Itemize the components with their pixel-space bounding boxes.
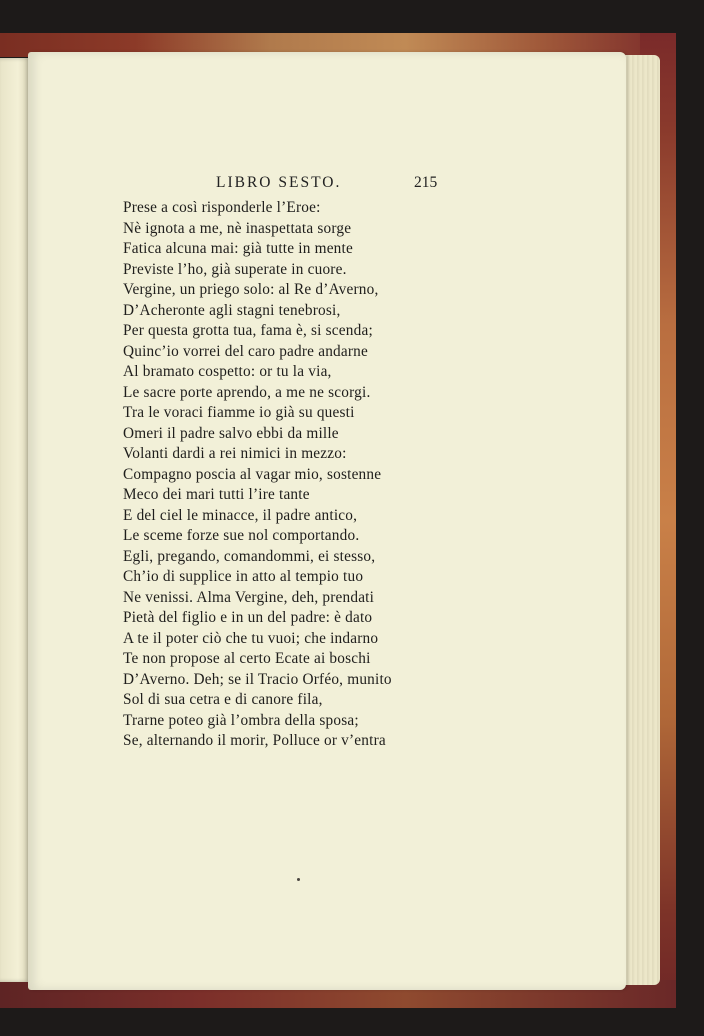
verse-line: Per questa grotta tua, fama è, si scenda; bbox=[123, 322, 373, 339]
verse-line: Ne venissi. Alma Vergine, deh, prendati bbox=[123, 588, 375, 606]
page-header bbox=[28, 174, 626, 198]
verse-line: Al bramato cospetto: or tu la via, bbox=[123, 363, 332, 380]
verse-line: Omeri il padre salvo ebbi da mille bbox=[123, 424, 339, 442]
verse-line: Sol di sua cetra e di canore fila, bbox=[123, 691, 323, 708]
verse-line: Te non propose al certo Ecate ai boschi bbox=[123, 650, 371, 667]
verse-line: D’Acheronte agli stagni tenebrosi, bbox=[123, 301, 341, 319]
verse-line: Trarne poteo già l’ombra della sposa; bbox=[123, 711, 359, 729]
verse-line: Pietà del figlio e in un del padre: è dato bbox=[123, 609, 373, 626]
verse-line: Meco dei mari tutti l’ire tante bbox=[123, 486, 310, 503]
verse-line: Previste l’ho, già superate in cuore. bbox=[123, 260, 347, 278]
verse-block bbox=[123, 198, 543, 752]
verse-line: Volanti dardi a rei nimici in mezzo: bbox=[123, 445, 347, 462]
verse-line: Le sceme forze sue nol comportando. bbox=[123, 527, 360, 544]
page-edges bbox=[620, 55, 660, 985]
verse-line: Nè ignota a me, nè inaspettata sorge bbox=[123, 219, 352, 237]
verse-line: Fatica alcuna mai: già tutte in mente bbox=[123, 240, 353, 257]
verse-line: E del ciel le minacce, il padre antico, bbox=[123, 506, 358, 524]
ink-speck bbox=[297, 878, 300, 881]
facing-page-edge bbox=[0, 58, 30, 982]
verse-line: D’Averno. Deh; se il Tracio Orféo, munito bbox=[123, 670, 392, 688]
verse-line: Egli, pregando, comandommi, ei stesso, bbox=[123, 547, 376, 565]
verse-line: Prese a così risponderle l’Eroe: bbox=[123, 199, 321, 216]
verse-line: Le sacre porte aprendo, a me ne scorgi. bbox=[123, 383, 371, 401]
verse-line: Quinc’io vorrei del caro padre andarne bbox=[123, 342, 369, 360]
book-page bbox=[28, 52, 626, 990]
verse-line: Ch’io di supplice in atto al tempio tuo bbox=[123, 568, 364, 585]
verse-line: Se, alternando il morir, Polluce or v’entra bbox=[123, 732, 386, 749]
verse-line: A te il poter ciò che tu vuoi; che indarno bbox=[123, 629, 379, 647]
running-title: LIBRO SESTO. bbox=[216, 174, 342, 191]
verse-line: Vergine, un priego solo: al Re d’Averno, bbox=[123, 281, 379, 298]
page-number: 215 bbox=[414, 174, 438, 191]
verse-line: Compagno poscia al vagar mio, sostenne bbox=[123, 465, 382, 483]
verse-line: Tra le voraci fiamme io già su questi bbox=[123, 404, 355, 421]
